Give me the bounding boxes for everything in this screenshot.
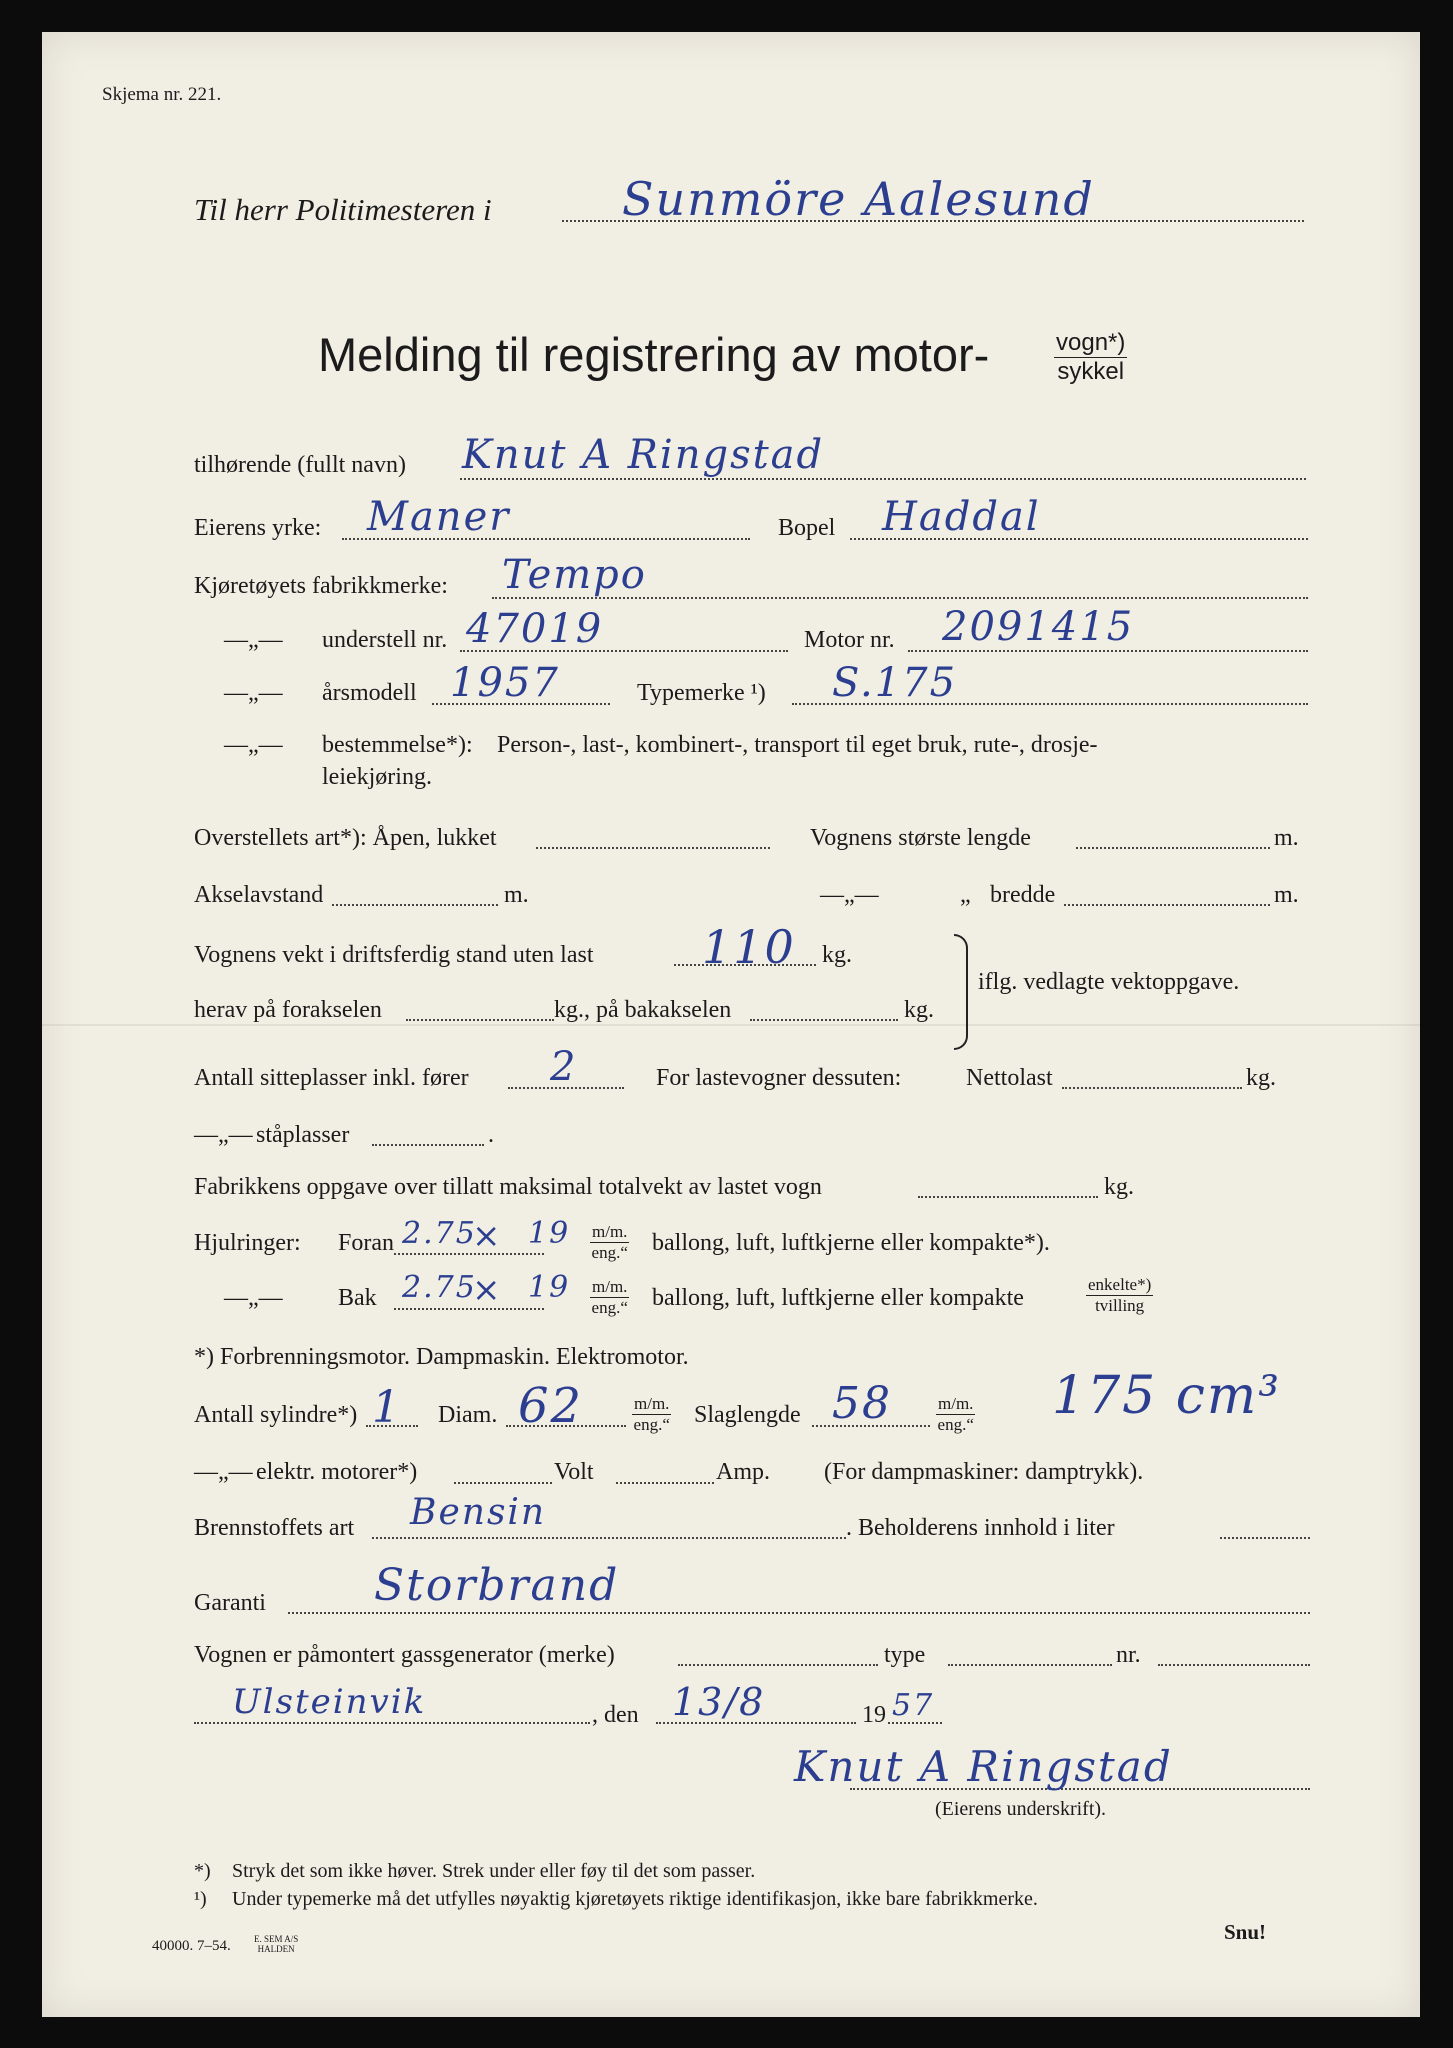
guarantee-value[interactable]: Storbrand [374,1560,620,1611]
ditto-quote: „ [960,882,971,908]
type-value[interactable]: S.175 [832,660,958,706]
unit-bottom: eng.“ [937,1415,974,1434]
body-type-label: Overstellets art*): Åpen, lukket [194,825,497,851]
tank-line [1220,1537,1310,1539]
footnote-1: Stryk det som ikke høver. Strek under eller føy til det som passer. [232,1860,756,1882]
tyres-rear-label: Bak [338,1285,377,1311]
ditto-mark: —„— [820,882,879,908]
axle-line [332,904,498,906]
diam-value[interactable]: 62 [518,1378,584,1434]
weight-value[interactable]: 110 [702,920,796,974]
type-label: Typemerke ¹) [637,680,766,706]
unit-bottom: eng.“ [591,1243,628,1262]
printer-mark [254,1934,298,1954]
tyres-front-line [394,1253,544,1255]
standing-period: . [488,1122,494,1148]
date-value[interactable]: 13/8 [672,1680,766,1724]
weight-bracket [954,934,968,1050]
year-value[interactable]: 1957 [450,660,560,706]
guarantee-label: Garanti [194,1590,266,1616]
stroke-value[interactable]: 58 [832,1378,892,1429]
gas-make-line [678,1664,878,1666]
title-fraction [1054,329,1127,386]
purpose-label: bestemmelse*): [322,732,473,758]
axle-label: Akselavstand [194,882,324,908]
unit-fraction [590,1277,629,1318]
amp-label: Amp. [716,1459,770,1485]
width-label: bredde [990,882,1056,908]
unit-fraction [632,1394,671,1435]
footnote-1-mark: *) [194,1860,211,1882]
page-title: Melding til registrering av motor- [318,328,990,381]
amp-line [616,1482,714,1484]
print-code: 40000. 7–54. [152,1938,231,1954]
title-frac-bottom: sykkel [1057,358,1125,385]
form-page [42,32,1420,2017]
tyres-rear-width[interactable]: 2.75 [402,1270,477,1305]
tyres-rear-fraction [1086,1275,1153,1316]
tyres-label: Hjulringer: [194,1230,301,1256]
weight-note: iflg. vedlagte vektoppgave. [978,969,1240,995]
seats-label: Antall sitteplasser inkl. fører [194,1065,469,1091]
unit-top: m/m. [592,1222,628,1241]
motor-line [908,650,1308,652]
fuel-value[interactable]: Bensin [410,1492,547,1533]
year-prefix: 19 [862,1702,886,1728]
max-total-line [918,1196,1098,1198]
unit-m: m. [504,882,529,908]
standing-line [372,1144,484,1146]
times-icon: × [472,1216,503,1256]
form-number: Skjema nr. 221. [102,84,222,105]
owner-name-label: tilhørende (fullt navn) [194,452,406,478]
steam-note: (For dampmaskiner: damptrykk). [824,1459,1144,1485]
tank-label: . Beholderens innhold i liter [846,1515,1115,1541]
owner-name-value[interactable]: Knut A Ringstad [462,432,825,478]
recipient-label: Til herr Politimesteren i [194,192,492,227]
unit-kg: kg. [904,997,934,1023]
tyres-front-width[interactable]: 2.75 [402,1216,477,1251]
gas-type-label: type [884,1642,926,1668]
volt-label: Volt [554,1459,594,1485]
footnote-2: Under typemerke må det utfylles nøyaktig kjøretøyets riktige identifikasjon, ikke bare fabrikkmerke. [232,1888,1038,1910]
unit-kg: kg. [1104,1174,1134,1200]
tyres-front-rim[interactable]: 19 [528,1216,571,1251]
signature-label: (Eierens underskrift). [935,1798,1107,1820]
gas-label: Vognen er påmontert gassgenerator (merke) [194,1642,615,1668]
owner-name-line [460,478,1306,480]
year-label: årsmodell [322,680,417,706]
tyres-rear-kinds: ballong, luft, luftkjerne eller kompakte [652,1285,1024,1311]
unit-bottom: eng.“ [633,1415,670,1434]
cylinders-value[interactable]: 1 [372,1382,402,1433]
make-value[interactable]: Tempo [502,552,647,598]
fold-line [42,1024,1420,1026]
recipient-value[interactable]: Sunmöre Aalesund [622,172,1095,226]
fuel-line [372,1537,846,1539]
ditto-mark: —„— [194,1122,253,1148]
displacement-note[interactable]: 175 cm³ [1052,1366,1282,1426]
sign-year-value[interactable]: 57 [892,1688,935,1723]
electric-label: elektr. motorer*) [256,1459,418,1485]
occupation-value[interactable]: Maner [367,494,511,540]
guarantee-line [288,1612,1310,1614]
purpose-options-cont: leiekjøring. [322,764,432,790]
unit-fraction [936,1394,975,1435]
unit-kg: kg. [822,942,852,968]
footnote-2-mark: ¹) [194,1888,207,1910]
standing-label: ståplasser [256,1122,350,1148]
width-line [1064,904,1270,906]
times-icon: × [472,1270,503,1310]
stroke-label: Slaglengde [694,1402,801,1428]
residence-value[interactable]: Haddal [882,494,1041,540]
front-axle-line [406,1019,554,1021]
cylinders-label: Antall sylindre*) [194,1402,358,1428]
cargo-label: For lastevogner dessuten: [656,1065,902,1091]
tyres-rear-rim[interactable]: 19 [528,1270,571,1305]
max-length-label: Vognens største lengde [810,825,1031,851]
rear-frac-top: enkelte*) [1088,1275,1152,1294]
chassis-value[interactable]: 47019 [466,606,604,652]
motor-label: Motor nr. [804,627,895,653]
seats-value[interactable]: 2 [550,1044,578,1090]
weight-label: Vognens vekt i driftsferdig stand uten last [194,942,594,968]
unit-top: m/m. [938,1394,974,1413]
fuel-label: Brennstoffets art [194,1515,355,1541]
gas-type-line [948,1664,1112,1666]
rear-axle-label: kg., på bakakselen [554,997,732,1023]
volt-line [454,1482,552,1484]
ditto-mark: —„— [224,680,283,706]
front-axle-label: herav på forakselen [194,997,382,1023]
unit-kg: kg. [1246,1065,1276,1091]
place-value[interactable]: Ulsteinvik [232,1682,427,1722]
net-load-line [1062,1087,1242,1089]
max-length-line [1076,847,1270,849]
ditto-mark: —„— [194,1459,253,1485]
make-label: Kjøretøyets fabrikkmerke: [194,573,448,599]
title-frac-top: vogn*) [1056,329,1126,356]
residence-label: Bopel [778,515,836,541]
net-load-label: Nettolast [966,1065,1053,1091]
unit-m: m. [1274,882,1299,908]
tyres-front-label: Foran [338,1230,394,1256]
max-total-label: Fabrikkens oppgave over tillatt maksimal totalvekt av lastet vogn [194,1174,822,1200]
ditto-mark: —„— [224,627,283,653]
tyres-rear-line [394,1308,544,1310]
owner-signature[interactable]: Knut A Ringstad [794,1742,1173,1791]
gas-nr-line [1158,1664,1310,1666]
unit-top: m/m. [592,1277,628,1296]
rear-axle-line [750,1019,898,1021]
purpose-options: Person-, last-, kombinert-, transport til eget bruk, rute-, drosje- [497,732,1098,758]
unit-top: m/m. [634,1394,670,1413]
date-label: , den [592,1702,639,1728]
unit-m: m. [1274,825,1299,851]
body-type-line [536,847,770,849]
occupation-label: Eierens yrke: [194,515,322,541]
motor-value[interactable]: 2091415 [942,604,1135,650]
tyres-front-kinds: ballong, luft, luftkjerne eller kompakte*). [652,1230,1050,1256]
printer-top: E. SEM A/S [254,1934,299,1944]
ditto-mark: —„— [224,1285,283,1311]
gas-nr-label: nr. [1116,1642,1141,1668]
diam-label: Diam. [438,1402,498,1428]
unit-fraction [590,1222,629,1263]
ditto-mark: —„— [224,732,283,758]
chassis-label: understell nr. [322,627,448,653]
unit-bottom: eng.“ [591,1298,628,1317]
place-line [194,1722,590,1724]
rear-frac-bottom: tvilling [1095,1296,1145,1315]
printer-bottom: HALDEN [257,1944,295,1954]
engine-kinds: *) Forbrenningsmotor. Dampmaskin. Elektromotor. [194,1344,689,1370]
turn-over-note: Snu! [1224,1920,1267,1944]
